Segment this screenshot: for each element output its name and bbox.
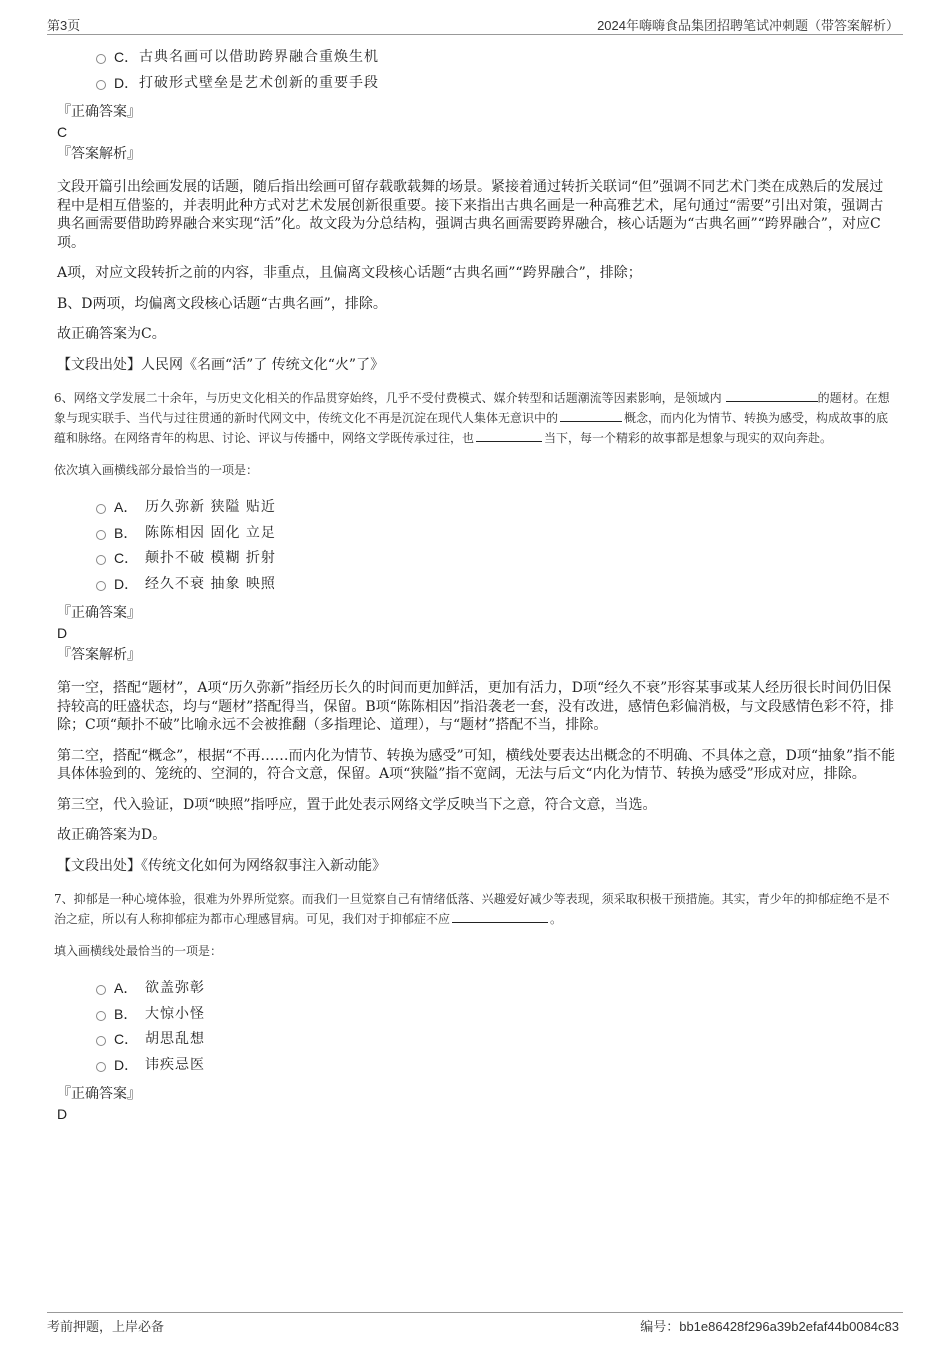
analysis-paragraph: 故正确答案为D。 (57, 827, 167, 843)
question-prompt: 依次填入画横线部分最恰当的一项是： (54, 463, 259, 477)
radio-circle-icon[interactable] (96, 54, 106, 64)
analysis-paragraph: 第二空，搭配“概念”，根据“不再……而内化为情节、转换为感受”可知，横线处要表达出概念的不明确、不具体之意，D项“抽象”指不能具体体验到的、笼统的、空洞的，符合文意，保留。A项“狭隘”指不宽阔，无法与后文“内化为情节、转换为感受”形成对应，排除。 (57, 747, 896, 782)
analysis-label: 『答案解析』 (57, 146, 141, 162)
radio-circle-icon[interactable] (96, 504, 106, 514)
option-d[interactable]: D． 打破形式壁垒是艺术创新的重要手段 (57, 71, 897, 97)
question-prompt: 填入画横线处最恰当的一项是： (54, 944, 223, 958)
option-a[interactable]: A． 欲盖弥彰 (57, 976, 897, 1002)
answer-value: D (57, 1106, 68, 1122)
analysis-paragraph: 第一空，搭配“题材”，A项“历久弥新”指经历长久的时间而更加鲜活，更加有活力，D项“经久不衰”形容某事或某人经历很长时间仍旧保持较高的旺盛状态，均与“题材”搭配得当，保留。B项“陈陈相因”指沿袭老一套，没有改进，感情色彩偏消极，与文段感情色彩不符，排除；C项“颠扑不破”比喻永远不会被推翻（多指理论、道理），与“题材”搭配不当，排除。 (57, 680, 894, 733)
analysis-label: 『答案解析』 (57, 647, 141, 663)
fill-blank (476, 429, 542, 442)
fill-blank (560, 409, 622, 422)
option-b[interactable]: B． 陈陈相因 固化 立足 (57, 521, 897, 547)
option-d[interactable]: D． 讳疾忌医 (57, 1053, 897, 1079)
page-header (47, 14, 903, 35)
analysis-paragraph: 文段开篇引出绘画发展的话题，随后指出绘画可留存载歌载舞的场景。紧接着通过转折关联词“但”强调不同艺术门类在成熟后的发展过程中是相互借鉴的，并表明此种方式对艺术发展创新很重要。接下来指出古典名画是一种高雅艺术，尾句通过“需要”引出对策，强调古典名画需要借助跨界融合来实现“活”化。故文段为分总结构，强调古典名画需要跨界融合，核心话题为“古典名画”“跨界融合”，对应C项。 (57, 179, 884, 251)
radio-circle-icon[interactable] (96, 581, 106, 591)
option-c[interactable]: C． 胡思乱想 (57, 1027, 897, 1053)
radio-circle-icon[interactable] (96, 1062, 106, 1072)
analysis-paragraph: 故正确答案为C。 (57, 326, 166, 342)
document-code: 编号：bb1e86428f296a39b2efaf44b0084c83 (640, 1319, 899, 1334)
source-citation: 【文段出处】人民网《名画“活”了 传统文化“火”了》 (57, 356, 385, 373)
document-title: 2024年嗨嗨食品集团招聘笔试冲刺题（带答案解析） (597, 18, 899, 33)
source-citation: 【文段出处】《传统文化如何为网络叙事注入新动能》 (57, 857, 386, 874)
radio-circle-icon[interactable] (96, 1036, 106, 1046)
fill-blank (452, 910, 548, 923)
analysis-paragraph: A项，对应文段转折之前的内容，非重点，且偏离文段核心话题“古典名画”“跨界融合”，排除； (57, 265, 642, 281)
option-a[interactable]: A． 历久弥新 狭隘 贴近 (57, 495, 897, 521)
answer-value: C (57, 124, 68, 140)
option-c[interactable]: C． 古典名画可以借助跨界融合重焕生机 (57, 45, 897, 71)
page-number: 第3页 (47, 18, 81, 33)
page-content (54, 40, 897, 1124)
question-stem: 6、网络文学发展二十余年，与历史文化相关的作品贯穿始终，几乎不受付费模式、媒介转型和话题潮流等因素影响，是领域内 的题材。在想象与现实联手、当代与过往贯通的新时代网文中，传统文化不再是沉淀在现代人集体无意识中的 概念，而内化为情节、转换为感受，构成故事的底蕴和脉络。在网络青年的构思、讨论、评议与传播中，网络文学既传承过往，也 当下，每一个精彩的故事都是想象与现实的双向奔赴。 (54, 391, 890, 445)
analysis-paragraph: 第三空，代入验证，D项“映照”指呼应，置于此处表示网络文学反映当下之意，符合文意，当选。 (57, 796, 657, 813)
page-footer (47, 1312, 903, 1337)
answer-label: 『正确答案』 (57, 104, 141, 120)
radio-circle-icon[interactable] (96, 80, 106, 90)
option-d[interactable]: D． 经久不衰 抽象 映照 (57, 572, 897, 598)
footer-slogan: 考前押题，上岸必备 (47, 1319, 165, 1334)
answer-label: 『正确答案』 (57, 605, 141, 621)
radio-circle-icon[interactable] (96, 555, 106, 565)
radio-circle-icon[interactable] (96, 985, 106, 995)
answer-label: 『正确答案』 (57, 1086, 141, 1102)
analysis-paragraph: B、D两项，均偏离文段核心话题“古典名画”，排除。 (57, 295, 387, 312)
answer-value: D (57, 625, 68, 641)
radio-circle-icon[interactable] (96, 530, 106, 540)
radio-circle-icon[interactable] (96, 1011, 106, 1021)
fill-blank (726, 389, 818, 402)
option-b[interactable]: B． 大惊小怪 (57, 1002, 897, 1028)
question-stem: 7、抑郁是一种心境体验，很难为外界所觉察。而我们一旦觉察自己有情绪低落、兴趣爱好减少等表现，须采取积极干预措施。其实，青少年的抑郁症绝不是不治之症，所以有人称抑郁症为都市心理感冒病。可见，我们对于抑郁症不应 。 (54, 892, 890, 926)
option-c[interactable]: C． 颠扑不破 模糊 折射 (57, 546, 897, 572)
